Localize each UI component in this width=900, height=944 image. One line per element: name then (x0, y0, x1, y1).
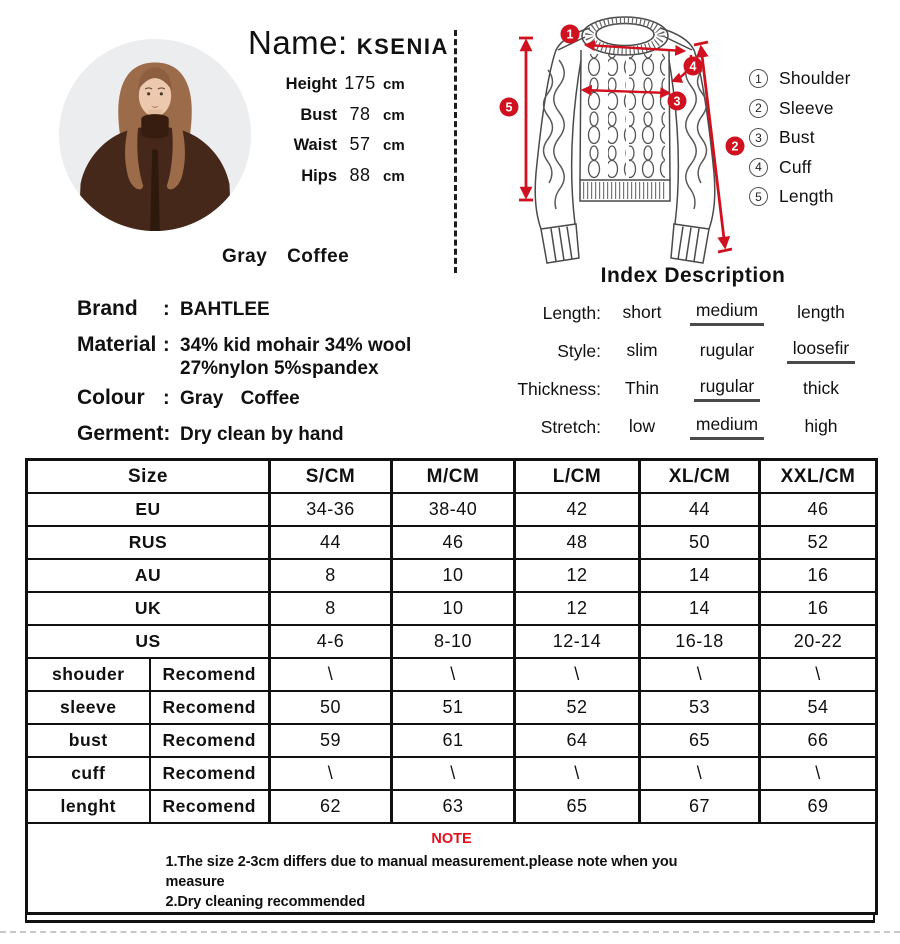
product-value-line: 34% kid mohair 34% wool (180, 335, 412, 356)
product-value-line: 27%nylon 5%spandex (180, 358, 379, 379)
model-name (248, 24, 449, 62)
name-label: Name: (248, 24, 348, 61)
name-value: KSENIA (356, 34, 449, 59)
measurement-value: 57 (349, 134, 371, 154)
cell: 4-6 (270, 625, 392, 658)
index-option-selected: medium (683, 414, 771, 440)
table-bottom-strip (25, 913, 875, 923)
badge-sleeve: 2 (731, 139, 739, 154)
index-option-selected: medium (683, 300, 771, 326)
table-note-row (27, 823, 877, 914)
product-value (180, 387, 411, 410)
badge-length: 5 (505, 100, 513, 115)
index-label: Thickness: (517, 378, 601, 399)
measurement-row (253, 73, 417, 104)
measurement-label: Waist (293, 136, 337, 154)
cell: 16-18 (640, 625, 760, 658)
product-value-line: BAHTLEE (180, 299, 270, 320)
cell: 10 (392, 559, 515, 592)
column-header-s: S/CM (270, 460, 392, 494)
cell: 54 (760, 691, 877, 724)
product-info (77, 297, 411, 458)
cell: 63 (392, 790, 515, 823)
cell: 62 (270, 790, 392, 823)
table-row-au (27, 559, 877, 592)
model-measurements (253, 73, 417, 195)
cell: 65 (515, 790, 640, 823)
product-value-line: Dry clean by hand (180, 424, 344, 445)
cell: \ (515, 658, 640, 691)
index-option-selected: loosefir (771, 338, 871, 364)
index-option: rugular (699, 339, 755, 360)
index-label: Length: (542, 302, 601, 323)
sweater-drawing (495, 8, 765, 270)
cell: 69 (760, 790, 877, 823)
row-label: US (27, 625, 270, 658)
cell: \ (640, 757, 760, 790)
circled-number-icon: 3 (749, 128, 768, 147)
measurement-unit: cm (383, 76, 405, 93)
cell: 52 (760, 526, 877, 559)
note-line-2: 2.Dry cleaning recommended (165, 894, 366, 910)
cell: 50 (640, 526, 760, 559)
table-row-sleeve (27, 691, 877, 724)
colorway-caption: Gray Coffee (222, 246, 350, 267)
cell: 50 (270, 691, 392, 724)
row-label: bust (27, 724, 150, 757)
legend-item-bust (749, 123, 851, 153)
row-type: Recomend (150, 658, 270, 691)
row-type: Recomend (150, 724, 270, 757)
measurement-label: Hips (301, 166, 337, 185)
legend-label: Shoulder (779, 68, 851, 89)
legend-label: Sleeve (779, 97, 834, 118)
cell: 48 (515, 526, 640, 559)
table-header-row (27, 460, 877, 494)
cell: 12-14 (515, 625, 640, 658)
index-option: high (804, 415, 838, 436)
row-label: AU (27, 559, 270, 592)
table-row-eu (27, 493, 877, 526)
cell: \ (760, 757, 877, 790)
cell: 20-22 (760, 625, 877, 658)
row-type: Recomend (150, 790, 270, 823)
row-type: Recomend (150, 757, 270, 790)
column-header-xl: XL/CM (640, 460, 760, 494)
product-value-line: Gray Coffee (180, 388, 300, 409)
table-row-length (27, 790, 877, 823)
cell: 8-10 (392, 625, 515, 658)
product-label: Germent: (77, 422, 171, 445)
badge-cuff: 4 (689, 59, 697, 74)
cell: 52 (515, 691, 640, 724)
size-table (25, 458, 878, 915)
measurement-value: 78 (349, 103, 371, 124)
column-header-l: L/CM (515, 460, 640, 494)
row-label: sleeve (27, 691, 150, 724)
product-value (180, 423, 411, 446)
cell: 65 (640, 724, 760, 757)
measurement-value: 175 (344, 73, 376, 93)
cell: 8 (270, 559, 392, 592)
measurement-unit: cm (383, 167, 405, 185)
circled-number-icon: 1 (749, 69, 768, 88)
product-value (180, 298, 411, 321)
index-option: low (628, 415, 656, 436)
model-photo (57, 37, 253, 233)
cell: 61 (392, 724, 515, 757)
column-header-xxl: XXL/CM (760, 460, 877, 494)
product-row-garment (77, 422, 411, 446)
cell: \ (392, 757, 515, 790)
cell: 51 (392, 691, 515, 724)
cell: 67 (640, 790, 760, 823)
cell: \ (270, 658, 392, 691)
measurement-row (253, 134, 417, 165)
circled-number-icon: 2 (749, 99, 768, 118)
cell: 44 (640, 493, 760, 526)
note-title: NOTE (431, 831, 472, 847)
table-row-us (27, 625, 877, 658)
index-option: slim (626, 339, 658, 360)
cell: \ (392, 658, 515, 691)
table-row-bust (27, 724, 877, 757)
measurement-row (253, 165, 417, 196)
cell: 59 (270, 724, 392, 757)
measurement-unit: cm (383, 106, 405, 124)
sweater-diagram (495, 8, 765, 270)
measurement-value: 88 (349, 164, 371, 185)
cell: 64 (515, 724, 640, 757)
badge-bust: 3 (673, 94, 681, 109)
table-row-cuff (27, 757, 877, 790)
product-label: Material (77, 333, 157, 356)
cell: 34-36 (270, 493, 392, 526)
column-header-m: M/CM (392, 460, 515, 494)
cell: 14 (640, 559, 760, 592)
cell: 38-40 (392, 493, 515, 526)
cell: \ (270, 757, 392, 790)
circled-number-icon: 4 (749, 158, 768, 177)
legend-label: Bust (779, 127, 815, 148)
product-value (180, 334, 411, 380)
dashed-divider (454, 30, 457, 273)
legend-label: Cuff (779, 156, 812, 177)
circled-number-icon: 5 (749, 187, 768, 206)
cell: 8 (270, 592, 392, 625)
cell: 46 (392, 526, 515, 559)
measurement-label: Height (285, 75, 337, 93)
index-option: thick (803, 377, 839, 398)
cell: \ (760, 658, 877, 691)
index-row-stretch (497, 408, 889, 446)
product-label: Colour (77, 386, 145, 409)
model-photo-image (57, 37, 253, 233)
row-label: EU (27, 493, 270, 526)
index-label: Style: (557, 340, 601, 361)
index-option-selected: rugular (683, 376, 771, 402)
row-label: shouder (27, 658, 150, 691)
cell: 12 (515, 592, 640, 625)
index-row-style (497, 332, 889, 370)
cell: 14 (640, 592, 760, 625)
cell: 12 (515, 559, 640, 592)
index-label: Stretch: (540, 416, 601, 437)
note-lines (166, 852, 738, 912)
cell: 10 (392, 592, 515, 625)
index-option: Thin (624, 377, 660, 398)
table-row-rus (27, 526, 877, 559)
note-line-1: 1.The size 2-3cm differs due to manual measurement.please note when you measure (165, 854, 678, 890)
cell: 66 (760, 724, 877, 757)
table-row-uk (27, 592, 877, 625)
cell: \ (640, 658, 760, 691)
row-label: UK (27, 592, 270, 625)
index-description (497, 264, 889, 446)
row-label: lenght (27, 790, 150, 823)
measurement-label: Bust (300, 105, 337, 124)
product-row-colour (77, 386, 411, 410)
index-row-length (497, 294, 889, 332)
row-label: RUS (27, 526, 270, 559)
index-row-thickness (497, 370, 889, 408)
index-title: Index Description (600, 264, 786, 287)
product-label: Brand (77, 297, 138, 320)
product-row-material (77, 333, 411, 380)
measurement-row (253, 104, 417, 135)
cell: 42 (515, 493, 640, 526)
measurement-unit: cm (383, 137, 405, 154)
table-row-shoulder (27, 658, 877, 691)
legend-item-cuff (749, 153, 851, 183)
cell: 16 (760, 592, 877, 625)
index-option: length (797, 301, 845, 322)
cell: 44 (270, 526, 392, 559)
cell: 46 (760, 493, 877, 526)
index-option: short (622, 301, 662, 322)
legend-item-sleeve (749, 94, 851, 124)
legend-label: Length (779, 186, 834, 207)
note-cell (27, 823, 877, 914)
legend-item-length (749, 182, 851, 212)
cell: 16 (760, 559, 877, 592)
row-label: cuff (27, 757, 150, 790)
diagram-legend (749, 64, 851, 212)
product-colon: : (163, 334, 170, 356)
legend-item-shoulder (749, 64, 851, 94)
cell: 53 (640, 691, 760, 724)
column-header-size: Size (27, 460, 270, 494)
badge-shoulder: 1 (566, 27, 574, 42)
product-row-brand (77, 297, 411, 321)
row-type: Recomend (150, 691, 270, 724)
product-colon: : (163, 298, 170, 320)
product-colon: : (163, 387, 170, 409)
page-separator-dashes (0, 931, 900, 933)
cell: \ (515, 757, 640, 790)
